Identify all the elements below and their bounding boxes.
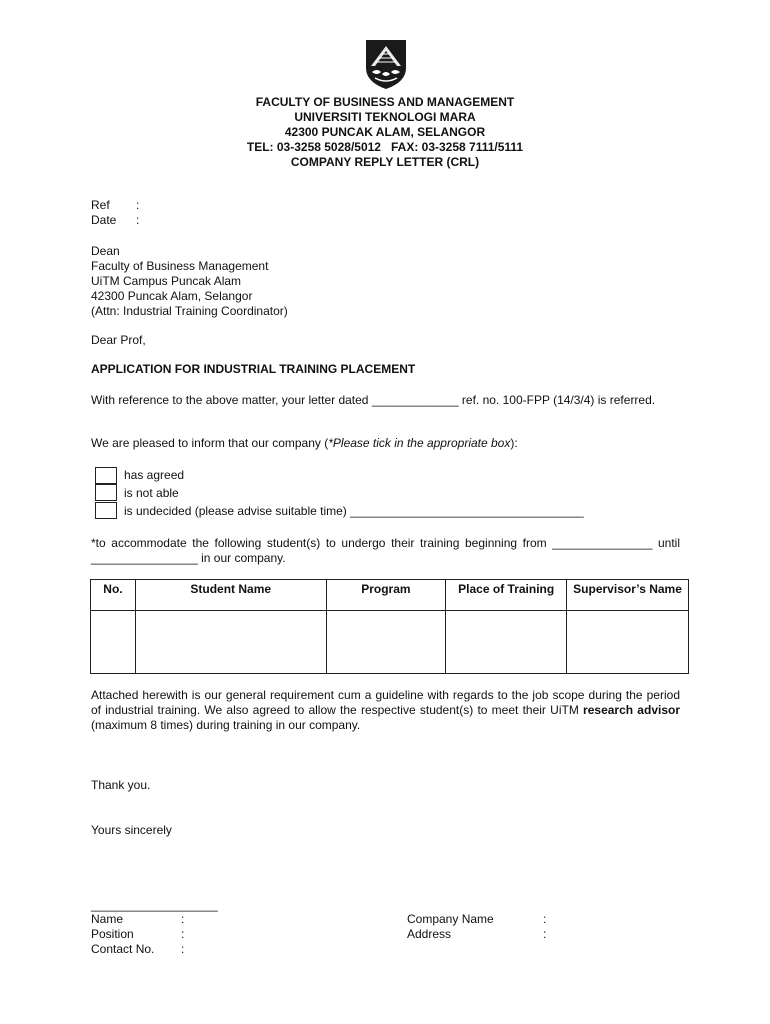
col-student-name: Student Name (135, 580, 326, 611)
col-place-of-training: Place of Training (446, 580, 567, 611)
ref-block (91, 198, 139, 228)
address-label: Address (407, 927, 452, 941)
faculty-name: FACULTY OF BUSINESS AND MANAGEMENT (255, 95, 515, 109)
recipient-address (91, 244, 288, 319)
address-line: 42300 Puncak Alam, Selangor (91, 289, 253, 303)
university-name: UNIVERSITI TEKNOLOGI MARA (294, 110, 476, 124)
cell-student-name[interactable] (135, 611, 326, 674)
option-not-able (95, 484, 584, 502)
student-table (90, 579, 689, 674)
position-label: Position (91, 927, 134, 941)
undecided-checkbox[interactable] (95, 502, 117, 519)
ref-colon: : (136, 198, 140, 212)
table-header-row (91, 580, 689, 611)
col-no: No. (91, 580, 136, 611)
contact-numbers: TEL: 03-3258 5028/5012 FAX: 03-3258 7111/5111 (246, 140, 524, 154)
inform-text: We are pleased to inform that our company ( (91, 436, 329, 450)
contact-colon: : (181, 942, 185, 956)
inform-paragraph (91, 436, 680, 451)
address-line: (Attn: Industrial Training Coordinator) (91, 304, 288, 318)
cell-supervisor-name[interactable] (567, 611, 689, 674)
cell-place-of-training[interactable] (446, 611, 567, 674)
option-label: is not able (124, 485, 179, 500)
contact-label: Contact No. (91, 942, 155, 956)
option-label: has agreed (124, 467, 185, 482)
address-line: Faculty of Business Management (91, 259, 269, 273)
option-label: is undecided (please advise suitable time) ___________________________________ (124, 503, 584, 518)
agreed-checkbox[interactable] (95, 467, 117, 484)
cell-no[interactable] (91, 611, 136, 674)
table-row (91, 611, 689, 674)
thank-you: Thank you. (91, 778, 151, 792)
letter-header (0, 95, 770, 170)
signatory-details (91, 912, 184, 957)
inform-text-end: ): (510, 436, 518, 450)
date-colon: : (136, 213, 140, 227)
date-label: Date (91, 213, 117, 227)
response-options (95, 466, 584, 520)
not-able-checkbox[interactable] (95, 484, 117, 501)
name-label: Name (91, 912, 124, 926)
reference-paragraph: With reference to the above matter, your letter dated _____________ ref. no. 100-FPP (14/3/4) is referred. (91, 393, 656, 407)
subject-line: APPLICATION FOR INDUSTRIAL TRAINING PLACEMENT (91, 362, 416, 376)
option-agreed (95, 466, 584, 484)
uitm-crest-icon (363, 38, 409, 90)
address-line: UiTM Campus Puncak Alam (91, 274, 242, 288)
option-undecided (95, 502, 584, 520)
company-name-colon: : (543, 912, 547, 926)
guideline-text: Attached herewith is our general requirement cum a guideline with regards to the job scope during the period of industrial training. We also agreed to allow the respective student(s) to meet their UiTM (91, 688, 680, 717)
ref-label: Ref (91, 198, 110, 212)
address-colon: : (543, 927, 547, 941)
cell-program[interactable] (326, 611, 446, 674)
name-colon: : (181, 912, 185, 926)
position-colon: : (181, 927, 185, 941)
research-advisor-emphasis: research advisor (583, 703, 680, 717)
company-name-label: Company Name (407, 912, 494, 926)
salutation: Dear Prof, (91, 333, 146, 347)
closing: Yours sincerely (91, 823, 172, 837)
training-period-paragraph: *to accommodate the following student(s) to undergo their training beginning from _______________ until ________________ in our company. (91, 536, 680, 565)
company-details (407, 912, 546, 942)
tick-instruction: *Please tick in the appropriate box (328, 436, 511, 450)
guideline-paragraph (91, 688, 680, 733)
col-supervisor-name: Supervisor’s Name (567, 580, 689, 611)
guideline-text-end: (maximum 8 times) during training in our company. (91, 718, 361, 732)
university-address: 42300 PUNCAK ALAM, SELANGOR (284, 125, 486, 139)
address-line: Dean (91, 244, 120, 258)
signature-line: ___________________ (91, 898, 218, 912)
document-title: COMPANY REPLY LETTER (CRL) (290, 155, 480, 169)
col-program: Program (326, 580, 446, 611)
